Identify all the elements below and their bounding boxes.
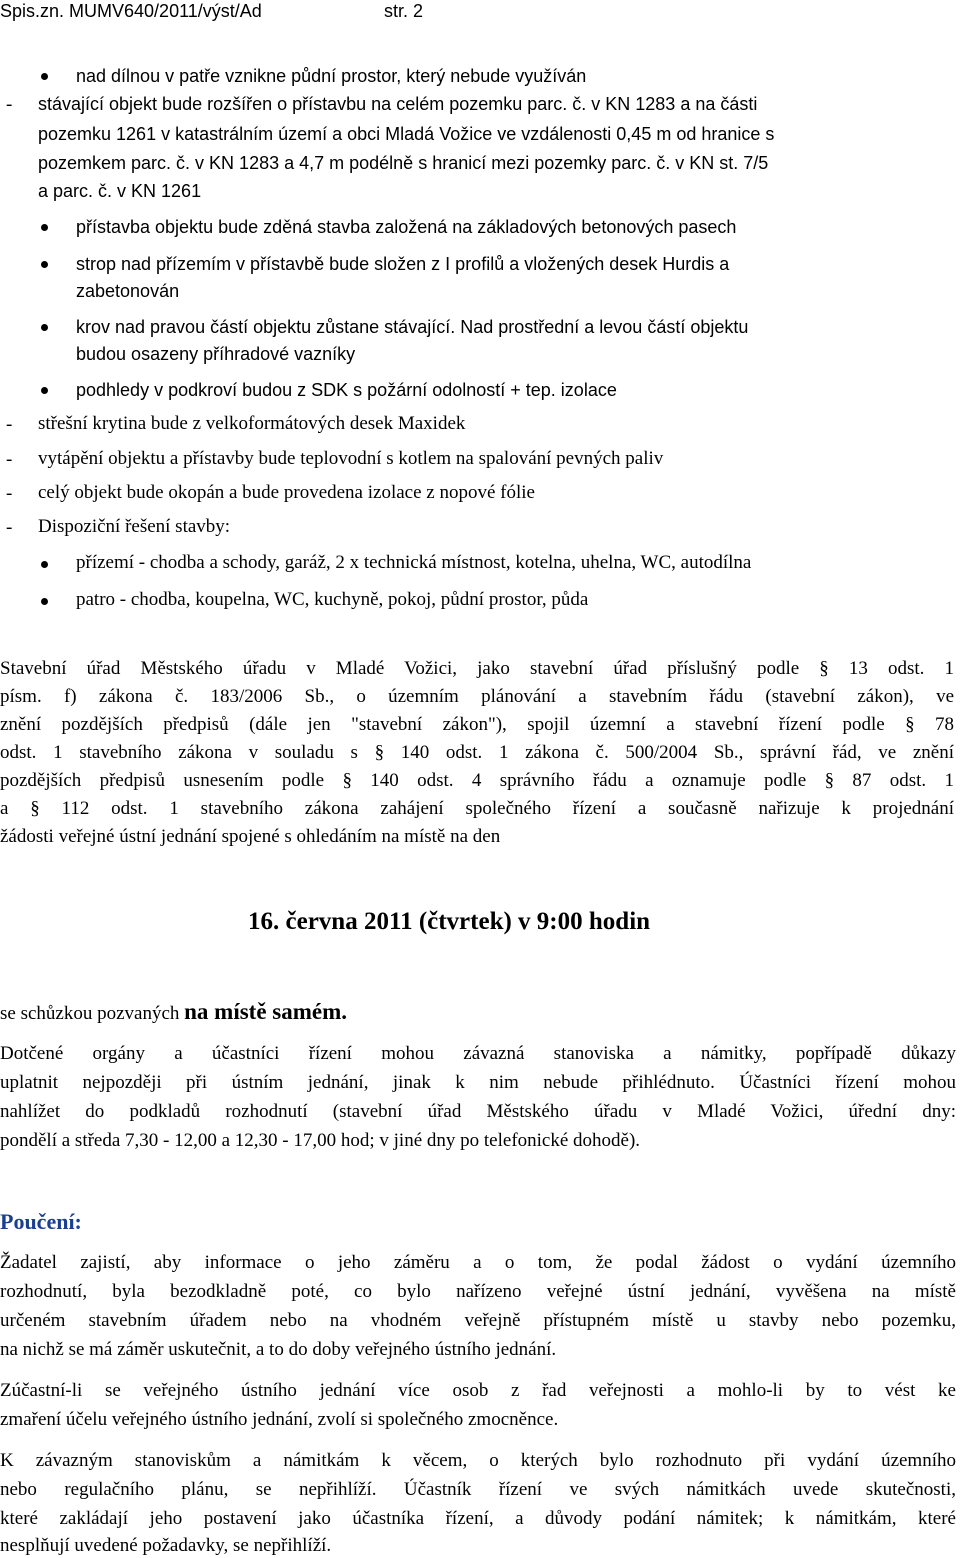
extension-line-4: a parc. č. v KN 1261 (38, 181, 202, 201)
construction-item-2-line-2: zabetonován (76, 281, 180, 301)
bullet-icon (41, 387, 48, 394)
construction-item-1: přístavba objektu bude zděná stavba založená na základových betonových pasech (76, 217, 737, 237)
extension-line-3: pozemkem parc. č. v KN 1283 a 4,7 m podélně s hranicí mezi pozemky parc. č. v KN st. 7/5 (38, 153, 769, 173)
office-paragraph-line-3: znění pozdějších předpisů (dále jen "stavební zákon"), spojil územní a stavební řízení podle § 78 (0, 714, 954, 735)
instruction-p3-line-2: nebo regulačního plánu, se nepřihlíží. Účastník řízení ve svých námitkách uvede skutečnosti, (0, 1479, 956, 1500)
meeting-date: 16. června 2011 (čtvrtek) v 9:00 hodin (248, 908, 651, 935)
bullet-icon (41, 598, 48, 605)
office-paragraph-line-5: pozdějších předpisů usnesením podle § 140 odst. 4 správního řádu a oznamuje podle § 87 odst. 1 (0, 770, 954, 791)
office-paragraph-line-7: žádosti veřejné ústní jednání spojené s ohledáním na místě na den (0, 826, 501, 847)
extension-line-2: pozemku 1261 v katastrálním území a obci Mladá Vožice ve vzdálenosti 0,45 m od hranice s (38, 124, 775, 144)
dash-marker: - (6, 517, 13, 538)
office-paragraph-line-6: a § 112 odst. 1 stavebního zákona zahájení společného řízení a současně nařizuje k projednání (0, 798, 954, 819)
dash-item-layout: Dispoziční řešení stavby: (38, 516, 231, 537)
instruction-p1-line-2: rozhodnutí, byla bezodkladně poté, co bylo nařízeno veřejné ústní jednání, vyvěšena na místě (0, 1281, 956, 1302)
office-paragraph-line-4: odst. 1 stavebního zákona v souladu s § 140 odst. 1 zákona č. 500/2004 Sb., správní řád, ve znění (0, 742, 954, 763)
office-paragraph-line-1: Stavební úřad Městského úřadu v Mladé Vožici, jako stavební úřad příslušný podle § 13 odst. 1 (0, 658, 954, 679)
construction-item-4: podhledy v podkroví budou z SDK s požární odolností + tep. izolace (76, 380, 617, 400)
bodies-paragraph-line-4: pondělí a středa 7,30 - 12,00 a 12,30 - 17,00 hod; v jiné dny po telefonické dohodě). (0, 1130, 641, 1151)
meeting-place (0, 1001, 347, 1025)
dash-marker: - (6, 414, 13, 435)
dash-item-heating: vytápění objektu a přístavby bude teplovodní s kotlem na spalování pevných paliv (38, 448, 664, 469)
instruction-p3-line-4: nesplňují uvedené požadavky, se nepřihlíží. (0, 1535, 332, 1556)
instruction-title: Poučení: (0, 1209, 82, 1234)
instruction-p1-line-1: Žadatel zajistí, aby informace o jeho záměru a o tom, že podal žádost o vydání územního (0, 1252, 956, 1273)
header-file-number: Spis.zn. MUMV640/2011/výst/Ad (0, 1, 262, 21)
header-page-number: str. 2 (384, 1, 424, 21)
bodies-paragraph-line-1: Dotčené orgány a účastníci řízení mohou závazná stanoviska a námitky, popřípadě důkazy (0, 1043, 956, 1064)
bullet-icon (41, 324, 48, 331)
office-paragraph-line-2: písm. f) zákona č. 183/2006 Sb., o územním plánování a stavebním řádu (stavební zákon), ve (0, 686, 954, 707)
bullet-icon (41, 561, 48, 568)
bullet-text: nad dílnou v patře vznikne půdní prostor, který nebude využíván (76, 66, 587, 86)
meeting-place-prefix: se schůzkou pozvaných (0, 1003, 185, 1024)
dash-marker: - (6, 483, 13, 504)
construction-item-3-line-1: krov nad pravou částí objektu zůstane stávající. Nad prostřední a levou částí objektu (76, 317, 749, 337)
instruction-p1-line-4: na nichž se má záměr uskutečnit, a to do doby veřejného ústního jednání. (0, 1339, 557, 1360)
dash-item-insulation: celý objekt bude okopán a bude provedena izolace z nopové fólie (38, 482, 535, 503)
construction-item-3-line-2: budou osazeny příhradové vazníky (76, 344, 356, 364)
instruction-p3-line-1: K závazným stanoviskům a námitkám k věcem, o kterých bylo rozhodnuto při vydání územního (0, 1450, 956, 1471)
layout-upper-floor: patro - chodba, koupelna, WC, kuchyně, pokoj, půdní prostor, půda (76, 589, 589, 610)
meeting-place-emphasis: na místě samém. (184, 999, 348, 1024)
bullet-icon (41, 224, 48, 231)
dash-item-roof: střešní krytina bude z velkoformátových desek Maxidek (38, 413, 466, 434)
instruction-p2-line-1: Zúčastní-li se veřejného ústního jednání více osob z řad veřejnosti a mohlo-li by to vést ke (0, 1380, 956, 1401)
bodies-paragraph-line-2: uplatnit nejpozději při ústním jednání, jinak k nim nebude přihlédnuto. Účastníci řízení mohou (0, 1072, 956, 1093)
dash-marker: - (6, 449, 13, 470)
instruction-p2-line-2: zmaření účelu veřejného ústního jednání, zvolí si společného zmocněnce. (0, 1409, 559, 1430)
bullet-icon (41, 261, 48, 268)
construction-item-2-line-1: strop nad přízemím v přístavbě bude složen z I profilů a vložených desek Hurdis a (76, 254, 730, 274)
bullet-icon (41, 73, 48, 80)
extension-line-1: stávající objekt bude rozšířen o přístavbu na celém pozemku parc. č. v KN 1283 a na části (38, 94, 758, 114)
dash-marker: - (6, 94, 13, 115)
instruction-p3-line-3: které zakládají jeho postavení jako účastníka řízení, a důvody podání námitek; k námitkám, které (0, 1508, 956, 1529)
instruction-p1-line-3: určeném stavebním úřadem nebo na vhodném veřejně přístupném místě u stavby nebo pozemku, (0, 1310, 956, 1331)
bodies-paragraph-line-3: nahlížet do podkladů rozhodnutí (stavební úřad Městského úřadu v Mladé Vožici, úřední dny: (0, 1101, 956, 1122)
layout-ground-floor: přízemí - chodba a schody, garáž, 2 x technická místnost, kotelna, uhelna, WC, autodílna (76, 552, 752, 573)
